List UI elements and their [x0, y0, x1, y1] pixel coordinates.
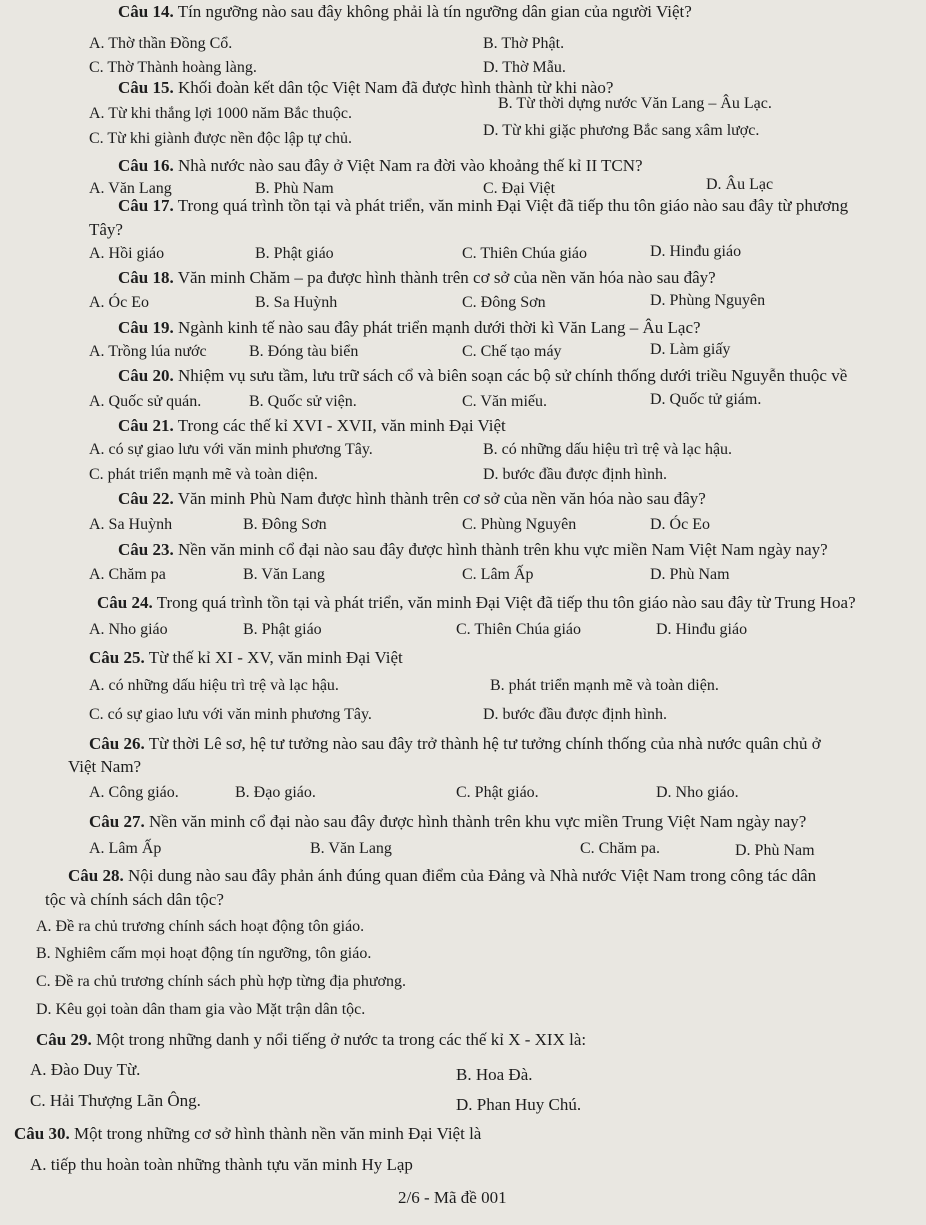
q20-option-c: C. Văn miếu. — [462, 393, 548, 410]
q22-option-a: A. Sa Huỳnh — [89, 516, 173, 533]
q26-option-d: D. Nho giáo. — [656, 784, 739, 801]
q16-option-b: B. Phù Nam — [255, 180, 334, 197]
question-20-stem: Câu 20. Nhiệm vụ sưu tầm, lưu trữ sách cổ và biên soạn các bộ sử chính thống dưới triều Nguyễn thuộc về — [118, 366, 848, 385]
question-17-stem-cont: Tây? — [89, 220, 123, 239]
question-23-stem: Câu 23. Nền văn minh cổ đại nào sau đây được hình thành trên khu vực miền Nam Việt Nam ngày nay? — [118, 540, 828, 559]
q29-option-a: A. Đào Duy Từ. — [30, 1060, 141, 1079]
q16-option-d: D. Âu Lạc — [706, 176, 774, 193]
q27-option-d: D. Phù Nam — [735, 842, 815, 859]
q24-option-d: D. Hinđu giáo — [656, 621, 748, 638]
q14-option-a: A. Thờ thần Đồng Cổ. — [89, 35, 233, 52]
question-27-stem: Câu 27. Nền văn minh cổ đại nào sau đây được hình thành trên khu vực miền Trung Việt Nam ngày nay? — [89, 812, 807, 831]
q18-option-c: C. Đông Sơn — [462, 294, 546, 311]
q23-option-d: D. Phù Nam — [650, 566, 730, 583]
q14-option-b: B. Thờ Phật. — [483, 35, 565, 52]
q26-option-a: A. Công giáo. — [89, 784, 179, 801]
q15-option-d: D. Từ khi giặc phương Bắc sang xâm lược. — [483, 122, 760, 139]
q19-option-a: A. Trồng lúa nước — [89, 343, 207, 360]
q23-option-c: C. Lâm Ấp — [462, 566, 534, 583]
q25-option-b: B. phát triển mạnh mẽ và toàn diện. — [490, 677, 719, 694]
q18-option-d: D. Phùng Nguyên — [650, 292, 766, 309]
q28-option-d: D. Kêu gọi toàn dân tham gia vào Mặt trận dân tộc. — [36, 1001, 366, 1018]
question-16-stem: Câu 16. Nhà nước nào sau đây ở Việt Nam ra đời vào khoảng thế kỉ II TCN? — [118, 156, 643, 175]
question-30-stem: Câu 30. Một trong những cơ sở hình thành nền văn minh Đại Việt là — [14, 1124, 482, 1143]
q19-option-b: B. Đóng tàu biển — [249, 343, 359, 360]
question-28-stem: Câu 28. Nội dung nào sau đây phản ánh đúng quan điểm của Đảng và Nhà nước Việt Nam trong công tác dân — [68, 866, 817, 885]
question-29-stem: Câu 29. Một trong những danh y nổi tiếng ở nước ta trong các thế kỉ X - XIX là: — [36, 1030, 587, 1049]
q21-option-b: B. có những dấu hiệu trì trệ và lạc hậu. — [483, 441, 733, 458]
q27-option-a: A. Lâm Ấp — [89, 840, 162, 857]
q21-option-d: D. bước đầu được định hình. — [483, 466, 668, 483]
q16-option-c: C. Đại Việt — [483, 180, 556, 197]
q21-option-a: A. có sự giao lưu với văn minh phương Tây. — [89, 441, 373, 458]
q22-option-b: B. Đông Sơn — [243, 516, 327, 533]
q22-option-d: D. Óc Eo — [650, 516, 710, 533]
q27-option-c: C. Chăm pa. — [580, 840, 660, 857]
q17-option-d: D. Hinđu giáo — [650, 243, 742, 260]
q24-option-c: C. Thiên Chúa giáo — [456, 621, 582, 638]
q26-option-c: C. Phật giáo. — [456, 784, 539, 801]
q14-option-d: D. Thờ Mẫu. — [483, 59, 566, 76]
q20-option-d: D. Quốc tử giám. — [650, 391, 762, 408]
question-25-stem: Câu 25. Từ thế kỉ XI - XV, văn minh Đại Việt — [89, 648, 403, 667]
q17-option-a: A. Hồi giáo — [89, 245, 165, 262]
q28-option-b: B. Nghiêm cấm mọi hoạt động tín ngưỡng, tôn giáo. — [36, 945, 372, 962]
q29-option-d: D. Phan Huy Chú. — [456, 1095, 582, 1114]
q24-option-b: B. Phật giáo — [243, 621, 322, 638]
q28-option-c: C. Đề ra chủ trương chính sách phù hợp từng địa phương. — [36, 973, 406, 990]
q19-option-c: C. Chế tạo máy — [462, 343, 562, 360]
q15-option-b: B. Từ thời dựng nước Văn Lang – Âu Lạc. — [498, 95, 772, 112]
q23-option-b: B. Văn Lang — [243, 566, 325, 583]
question-28-stem-cont: tộc và chính sách dân tộc? — [45, 890, 224, 909]
q14-option-c: C. Thờ Thành hoàng làng. — [89, 59, 257, 76]
q21-option-c: C. phát triển mạnh mẽ và toàn diện. — [89, 466, 318, 483]
q15-option-c: C. Từ khi giành được nền độc lập tự chủ. — [89, 130, 353, 147]
question-15-stem: Câu 15. Khối đoàn kết dân tộc Việt Nam đã được hình thành từ khi nào? — [118, 78, 614, 97]
q18-option-a: A. Óc Eo — [89, 294, 149, 311]
q30-option-a: A. tiếp thu hoàn toàn những thành tựu văn minh Hy Lạp — [30, 1155, 413, 1174]
q29-option-b: B. Hoa Đà. — [456, 1065, 533, 1084]
q20-option-a: A. Quốc sử quán. — [89, 393, 202, 410]
question-21-stem: Câu 21. Trong các thế kỉ XVI - XVII, văn minh Đại Việt — [118, 416, 506, 435]
q25-option-c: C. có sự giao lưu với văn minh phương Tây. — [89, 706, 372, 723]
question-19-stem: Câu 19. Ngành kinh tế nào sau đây phát triển mạnh dưới thời kì Văn Lang – Âu Lạc? — [118, 318, 701, 337]
q26-option-b: B. Đạo giáo. — [235, 784, 316, 801]
q20-option-b: B. Quốc sử viện. — [249, 393, 357, 410]
q27-option-b: B. Văn Lang — [310, 840, 392, 857]
q24-option-a: A. Nho giáo — [89, 621, 168, 638]
q25-option-d: D. bước đầu được định hình. — [483, 706, 668, 723]
q25-option-a: A. có những dấu hiệu trì trệ và lạc hậu. — [89, 677, 339, 694]
question-17-stem: Câu 17. Trong quá trình tồn tại và phát triển, văn minh Đại Việt đã tiếp thu tôn giáo nào sau đây từ phương — [118, 196, 849, 215]
q16-option-a: A. Văn Lang — [89, 180, 172, 197]
q29-option-c: C. Hải Thượng Lãn Ông. — [30, 1091, 201, 1110]
q17-option-b: B. Phật giáo — [255, 245, 334, 262]
question-22-stem: Câu 22. Văn minh Phù Nam được hình thành trên cơ sở của nền văn hóa nào sau đây? — [118, 489, 706, 508]
question-24-stem: Câu 24. Trong quá trình tồn tại và phát triển, văn minh Đại Việt đã tiếp thu tôn giáo nào sau đây từ Trung Hoa? — [97, 593, 856, 612]
q19-option-d: D. Làm giấy — [650, 341, 731, 358]
question-26-stem-cont: Việt Nam? — [68, 757, 142, 776]
page-footer: 2/6 - Mã đề 001 — [398, 1188, 507, 1207]
q17-option-c: C. Thiên Chúa giáo — [462, 245, 588, 262]
question-14-stem: Câu 14. Tín ngưỡng nào sau đây không phải là tín ngưỡng dân gian của người Việt? — [118, 2, 692, 21]
q22-option-c: C. Phùng Nguyên — [462, 516, 577, 533]
q28-option-a: A. Đề ra chủ trương chính sách hoạt động tôn giáo. — [36, 918, 365, 935]
q23-option-a: A. Chăm pa — [89, 566, 166, 583]
q15-option-a: A. Từ khi thắng lợi 1000 năm Bắc thuộc. — [89, 105, 353, 122]
question-26-stem: Câu 26. Từ thời Lê sơ, hệ tư tưởng nào sau đây trở thành hệ tư tưởng chính thống của nhà nước quân chủ ở — [89, 734, 821, 753]
q18-option-b: B. Sa Huỳnh — [255, 294, 338, 311]
question-18-stem: Câu 18. Văn minh Chăm – pa được hình thành trên cơ sở của nền văn hóa nào sau đây? — [118, 268, 716, 287]
